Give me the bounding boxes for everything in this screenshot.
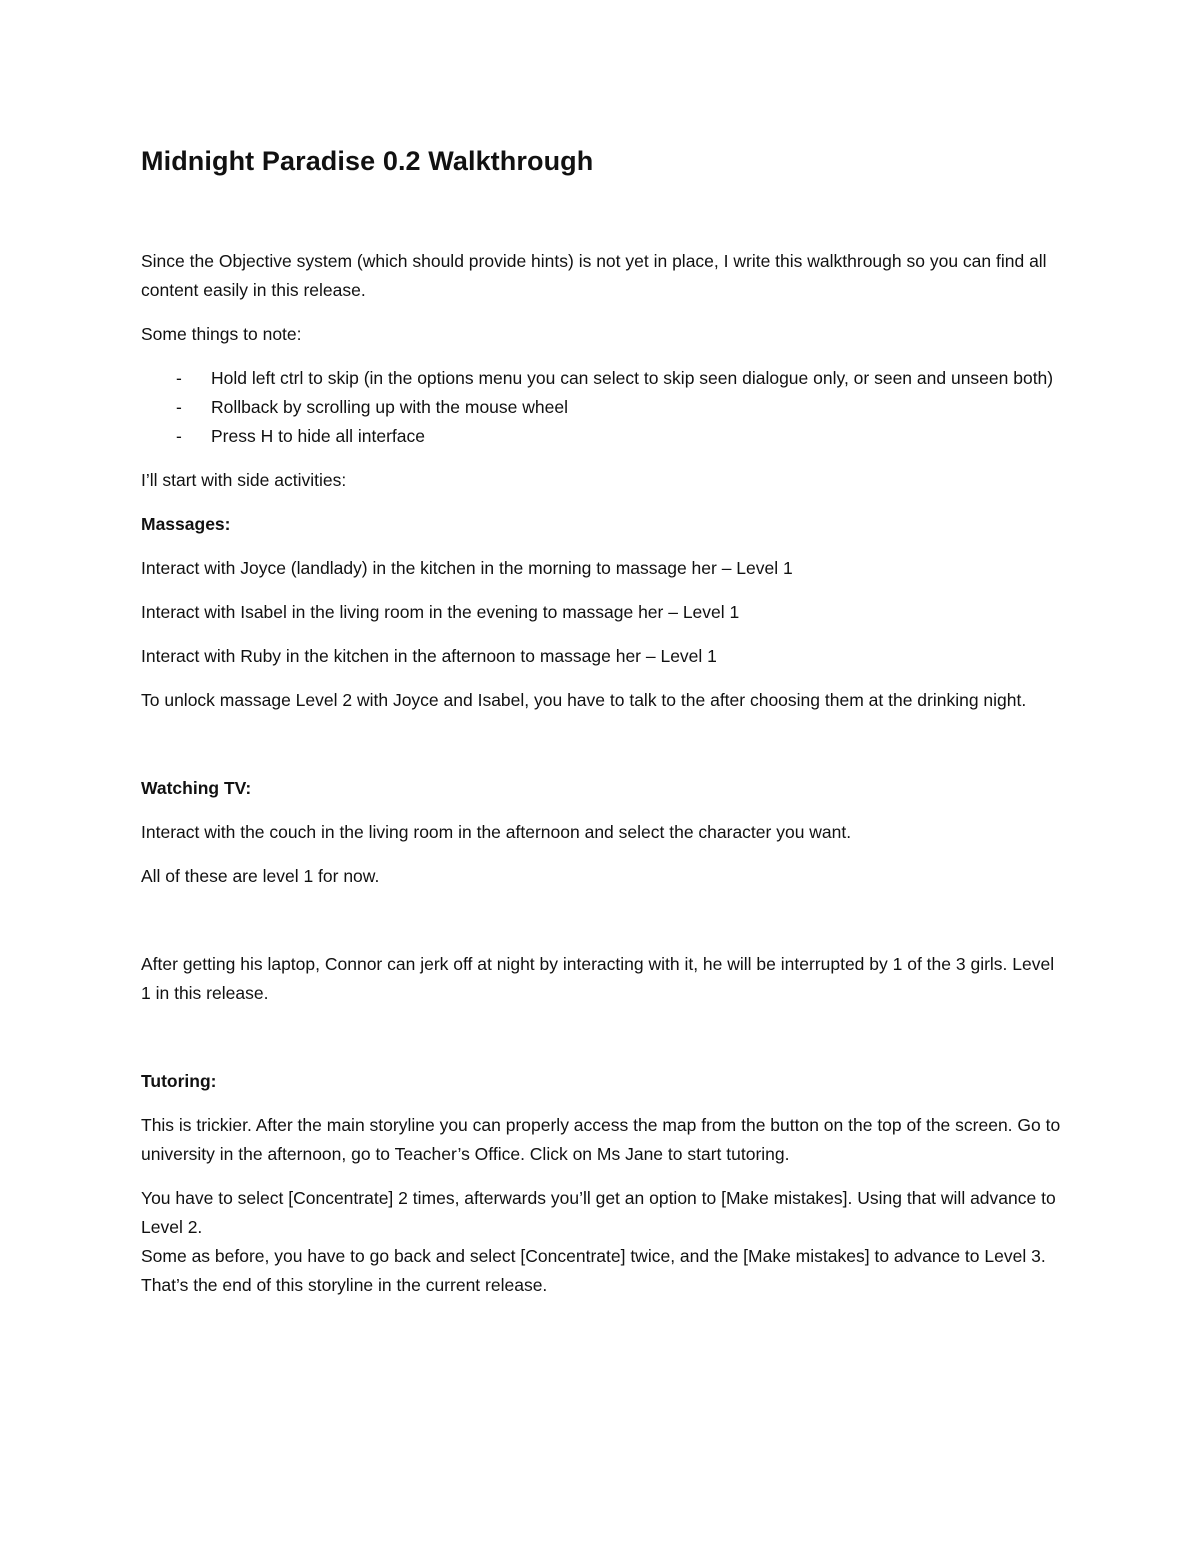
list-item [141,364,1061,393]
tutoring-paragraph: You have to select [Concentrate] 2 times, afterwards you’ll get an option to [Make mistakes]. Using that will advance to Level 2. [141,1188,1056,1237]
list-item [141,393,1061,422]
tutoring-heading: Tutoring: [141,1071,217,1091]
list-item [141,422,1061,451]
massage-line: Interact with Isabel in the living room in the evening to massage her – Level 1 [141,602,740,622]
watching-tv-line: Interact with the couch in the living room in the afternoon and select the character you want. [141,822,852,842]
dash-marker: - [176,426,182,446]
massage-line: Interact with Joyce (landlady) in the kitchen in the morning to massage her – Level 1 [141,558,793,578]
side-activities-intro: I’ll start with side activities: [141,470,347,490]
massage-line: To unlock massage Level 2 with Joyce and Isabel, you have to talk to the after choosing them at the drinking night. [141,690,1027,710]
dash-marker: - [176,368,182,388]
note-text: Hold left ctrl to skip (in the options menu you can select to skip seen dialogue only, or seen and unseen both) [211,368,1054,388]
watching-tv-line: All of these are level 1 for now. [141,866,380,886]
note-text: Press H to hide all interface [211,426,425,446]
intro-paragraph: Since the Objective system (which should provide hints) is not yet in place, I write this walkthrough so you can find all content easily in this release. [141,251,1047,300]
tutoring-paragraph: This is trickier. After the main storyline you can properly access the map from the button on the top of the screen. Go to university in the afternoon, go to Teacher’s Office. Click on Ms Jane to start tutoring. [141,1115,1061,1164]
watching-tv-heading: Watching TV: [141,778,252,798]
massage-line: Interact with Ruby in the kitchen in the afternoon to massage her – Level 1 [141,646,717,666]
document-title: Midnight Paradise 0.2 Walkthrough [141,146,594,176]
dash-marker: - [176,397,182,417]
notes-heading: Some things to note: [141,324,302,344]
massages-heading: Massages: [141,514,231,534]
notes-list [141,364,1061,451]
document-body [141,144,1061,1300]
tutoring-paragraph: Some as before, you have to go back and select [Concentrate] twice, and the [Make mistakes] to advance to Level 3. That’s the end of this storyline in the current release. [141,1246,1046,1295]
laptop-paragraph: After getting his laptop, Connor can jerk off at night by interacting with it, he will be interrupted by 1 of the 3 girls. Level 1 in this release. [141,954,1055,1003]
note-text: Rollback by scrolling up with the mouse wheel [211,397,568,417]
